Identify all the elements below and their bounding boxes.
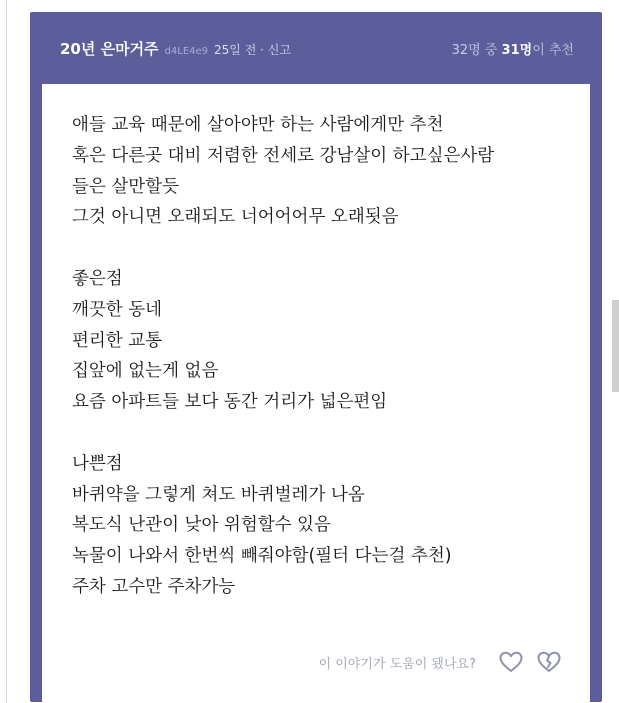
recommend-prefix: 32명 중 [451, 42, 502, 58]
recommend-count [452, 39, 574, 58]
feedback-row [42, 650, 562, 674]
feedback-prompt: 이 이야기가 도움이 됐나요? [318, 656, 476, 672]
content-line: 좋은점 [72, 268, 123, 289]
review-content [72, 110, 582, 603]
blank-line [72, 418, 582, 449]
heart-icon[interactable] [498, 650, 524, 674]
scrollbar-thumb[interactable] [612, 300, 619, 392]
time-and-report-link[interactable]: 25일 전 · 신고 [214, 42, 291, 57]
content-line: 그것 아니면 오래되도 너어어어무 오래됫음 [72, 207, 399, 228]
content-line: 편리한 교통 [72, 330, 163, 351]
page-left-border [6, 0, 7, 703]
content-line: 들은 살만할듯 [72, 176, 179, 197]
content-line: 깨끗한 동네 [72, 299, 163, 320]
content-line: 바퀴약을 그렇게 쳐도 바퀴벌레가 나옴 [72, 484, 365, 505]
content-line: 주차 고수만 주차가능 [72, 576, 236, 597]
content-line: 복도식 난관이 낮아 위험할수 있음 [72, 515, 331, 536]
content-line: 혹은 다른곳 대비 저렴한 전세로 강남살이 하고싶은사람 [72, 145, 495, 166]
recommend-number: 31명 [501, 42, 533, 58]
broken-heart-icon[interactable] [536, 650, 562, 674]
content-line: 요즘 아파트들 보다 동간 거리가 넓은편임 [72, 392, 388, 413]
review-meta [60, 38, 291, 59]
content-line: 집앞에 없는게 없음 [72, 361, 219, 382]
user-id: d4LE4e9 [164, 45, 209, 57]
recommend-suffix: 이 추천 [532, 42, 574, 58]
review-body [42, 84, 590, 702]
blank-line [72, 233, 582, 264]
content-line: 애들 교육 때문에 살아야만 하는 사람에게만 추천 [72, 115, 444, 135]
content-line: 녹물이 나와서 한번씩 빼줘야함(필터 다는걸 추천) [72, 546, 452, 567]
content-line: 나쁜점 [72, 453, 123, 474]
review-header [30, 12, 602, 84]
author-name: 20년 은마거주 [60, 39, 159, 58]
review-card [30, 12, 602, 702]
